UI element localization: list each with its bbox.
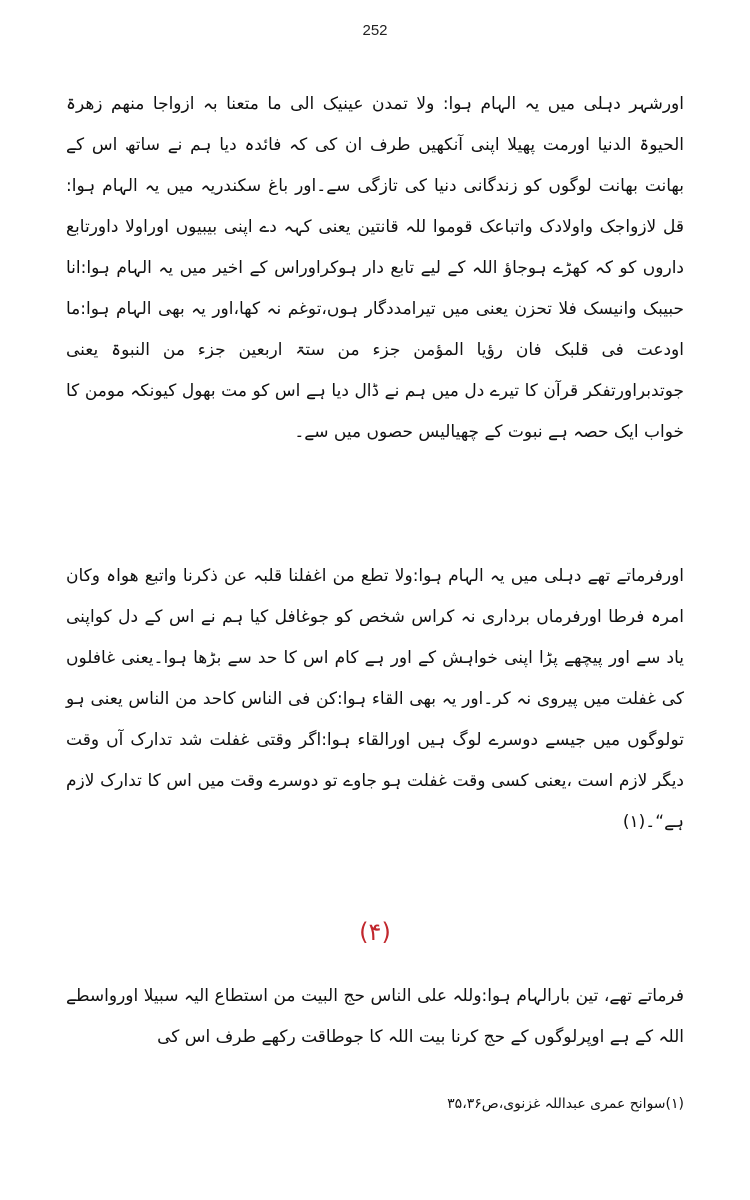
page-number: 252 — [362, 22, 388, 39]
paragraph-2: اورفرماتے تھے دہلی میں یہ الہام ہوا:ولا تطع من اغفلنا قلبہ عن ذکرنا واتبع ھواہ وکان امرہ فرطا اورفرماں برداری نہ کراس شخص کو جوغافل کیا ہم نے اس کے دل کواپنی یاد سے اور پیچھے پڑا اپنی خواہش کے اور ہے کام اس کا حد سے بڑھا ہوا۔یعنی غافلوں کی غفلت میں پیروی نہ کر۔اور یہ بھی القاء ہوا:کن فی الناس کاحد من الناس یعنی ہو تولوگوں میں جیسے دوسرے لوگ ہیں اورالقاء ہوا:اگر وقتی غفلت شد تدارک آں وقت دیگر لازم است ،یعنی کسی وقت غفلت ہو جاوے تو دوسرے وقت میں اس کا تدارک لازم ہے“۔(۱) — [66, 566, 684, 832]
paragraph-3: فرماتے تھے، تین بارالہام ہوا:وللہ علی الناس حج البیت من استطاع الیہ سبیلا اورواسطے اللہ کے ہے اوپرلوگوں کے حج کرنا بیت اللہ کا جوطاقت رکھے طرف اس کی — [66, 986, 684, 1047]
footnote: (۱)سوانح عمری عبداللہ غزنوی،ص۳۵،۳۶ — [447, 1096, 684, 1112]
section-number: (۴) — [359, 918, 391, 946]
paragraph-1: اورشہر دہلی میں یہ الہام ہوا: ولا تمدن عینیک الی ما متعنا بہ ازواجا منھم زھرۃ الحیوۃ الدنیا اورمت پھیلا اپنی آنکھیں طرف ان کی کہ فائدہ دیا ہم نے ساتھ اس کے بھانت بھانت لوگوں کو زندگانی دنیا کی تازگی سے۔اور باغ سکندریہ میں یہ الہام ہوا: قل لازواجک واولادک واتباعک قوموا للہ قانتین یعنی کہہ دے اپنی بیبیوں اوراولا داورتابع داروں کو کہ کھڑے ہوجاؤ اللہ کے لیے تابع دار ہوکراوراس کے اخیر میں یہ الہام ہوا:انا حبیبک وانیسک فلا تحزن یعنی میں تیرامددگار ہوں،توغم نہ کھا،اور یہ بھی الہام ہوا:ما اودعت فی قلبک فان رؤیا المؤمن جزء من ستۃ اربعین جزء من النبوۃ یعنی جوتدبراورتفکر قرآن کا تیرے دل میں ہم نے ڈال دیا ہے اس کو مت بھول کیونکہ مومن کا خواب ایک حصہ ہے نبوت کے چھیالیس حصوں میں سے۔ — [66, 94, 684, 442]
